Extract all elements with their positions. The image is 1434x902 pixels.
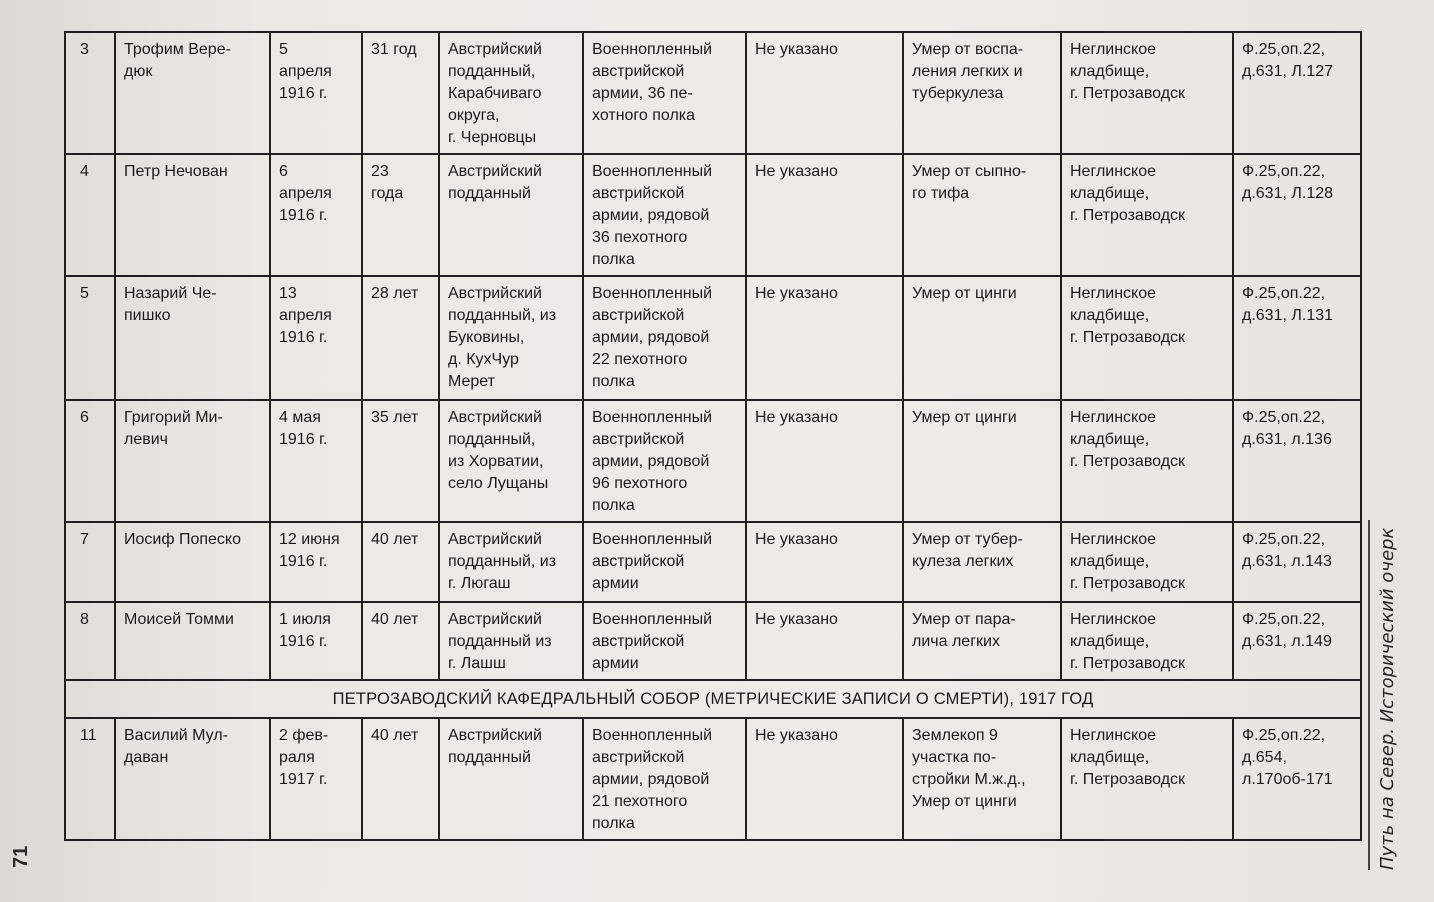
cell-age: 23 года [362, 154, 439, 276]
cell-status: Военнопленный австрийской армии, 36 пе- хотного полка [583, 32, 746, 154]
cell-archive-ref: Ф.25,оп.22, д.631, Л.131 [1233, 276, 1361, 400]
cell-burial-place: Неглинское кладбище, г. Петрозаводск [1061, 400, 1233, 522]
cell-name: Назарий Че- пишко [115, 276, 270, 400]
cell-age: 28 лет [362, 276, 439, 400]
cell-date: 12 июня 1916 г. [270, 522, 362, 602]
cell-age: 31 год [362, 32, 439, 154]
cell-date: 1 июля 1916 г. [270, 602, 362, 680]
cell-status: Военнопленный австрийской армии [583, 522, 746, 602]
cell-number: 3 [65, 32, 115, 154]
cell-age: 40 лет [362, 602, 439, 680]
cell-number: 11 [65, 718, 115, 840]
cell-cause: Умер от пара- лича легких [903, 602, 1061, 680]
cell-cause: Умер от воспа- ления легких и туберкулеза [903, 32, 1061, 154]
cell-field-7: Не указано [746, 400, 903, 522]
cell-field-7: Не указано [746, 32, 903, 154]
cell-origin: Австрийский подданный, из г. Люгаш [439, 522, 583, 602]
cell-cause: Умер от сыпно- го тифа [903, 154, 1061, 276]
table-row [65, 522, 1361, 602]
running-head-rule [1368, 520, 1370, 870]
section-divider [65, 680, 1361, 718]
cell-status: Военнопленный австрийской армии, рядовой 22 пехотного полка [583, 276, 746, 400]
cell-name: Петр Нечован [115, 154, 270, 276]
cell-burial-place: Неглинское кладбище, г. Петрозаводск [1061, 602, 1233, 680]
cell-date: 2 фев- раля 1917 г. [270, 718, 362, 840]
cell-burial-place: Неглинское кладбище, г. Петрозаводск [1061, 718, 1233, 840]
cell-origin: Австрийский подданный [439, 718, 583, 840]
cell-status: Военнопленный австрийской армии, рядовой 36 пехотного полка [583, 154, 746, 276]
cell-status: Военнопленный австрийской армии, рядовой 96 пехотного полка [583, 400, 746, 522]
cell-number: 6 [65, 400, 115, 522]
cell-field-7: Не указано [746, 154, 903, 276]
cell-date: 5 апреля 1916 г. [270, 32, 362, 154]
cell-name: Иосиф Попеско [115, 522, 270, 602]
cell-origin: Австрийский подданный, Карабчиваго округа, г. Черновцы [439, 32, 583, 154]
cell-field-7: Не указано [746, 718, 903, 840]
cell-burial-place: Неглинское кладбище, г. Петрозаводск [1061, 276, 1233, 400]
cell-archive-ref: Ф.25,оп.22, д.654, л.170об-171 [1233, 718, 1361, 840]
cell-number: 7 [65, 522, 115, 602]
cell-status: Военнопленный австрийской армии [583, 602, 746, 680]
cell-origin: Австрийский подданный, из Буковины, д. КухЧур Мерет [439, 276, 583, 400]
cell-name: Трофим Вере- дюк [115, 32, 270, 154]
cell-origin: Австрийский подданный [439, 154, 583, 276]
cell-archive-ref: Ф.25,оп.22, д.631, Л.127 [1233, 32, 1361, 154]
cell-burial-place: Неглинское кладбище, г. Петрозаводск [1061, 522, 1233, 602]
cell-archive-ref: Ф.25,оп.22, д.631, Л.128 [1233, 154, 1361, 276]
cell-cause: Землекоп 9 участка по- стройки М.ж.д., Умер от цинги [903, 718, 1061, 840]
cell-name: Григорий Ми- левич [115, 400, 270, 522]
cell-origin: Австрийский подданный из г. Лашш [439, 602, 583, 680]
table-row [65, 276, 1361, 400]
cell-number: 4 [65, 154, 115, 276]
section-heading-row [65, 680, 1361, 718]
cell-name: Василий Мул- даван [115, 718, 270, 840]
cell-field-7: Не указано [746, 602, 903, 680]
records-after-section [65, 718, 1361, 840]
cell-archive-ref: Ф.25,оп.22, д.631, л.136 [1233, 400, 1361, 522]
cell-date: 13 апреля 1916 г. [270, 276, 362, 400]
table-row [65, 32, 1361, 154]
burial-records-table [64, 31, 1362, 841]
cell-field-7: Не указано [746, 522, 903, 602]
cell-date: 6 апреля 1916 г. [270, 154, 362, 276]
cell-cause: Умер от цинги [903, 276, 1061, 400]
cell-name: Моисей Томми [115, 602, 270, 680]
cell-number: 8 [65, 602, 115, 680]
cell-burial-place: Неглинское кладбище, г. Петрозаводск [1061, 32, 1233, 154]
cell-archive-ref: Ф.25,оп.22, д.631, л.149 [1233, 602, 1361, 680]
cell-age: 40 лет [362, 718, 439, 840]
cell-cause: Умер от тубер- кулеза легких [903, 522, 1061, 602]
cell-archive-ref: Ф.25,оп.22, д.631, л.143 [1233, 522, 1361, 602]
cell-origin: Австрийский подданный, из Хорватии, село Лущаны [439, 400, 583, 522]
table-row [65, 602, 1361, 680]
records-before-section [65, 32, 1361, 680]
cell-cause: Умер от цинги [903, 400, 1061, 522]
cell-burial-place: Неглинское кладбище, г. Петрозаводск [1061, 154, 1233, 276]
page-number: 71 [10, 845, 32, 868]
table-row [65, 718, 1361, 840]
cell-age: 40 лет [362, 522, 439, 602]
cell-status: Военнопленный австрийской армии, рядовой 21 пехотного полка [583, 718, 746, 840]
cell-field-7: Не указано [746, 276, 903, 400]
section-heading: ПЕТРОЗАВОДСКИЙ КАФЕДРАЛЬНЫЙ СОБОР (МЕТРИЧЕСКИЕ ЗАПИСИ О СМЕРТИ), 1917 ГОД [65, 680, 1361, 718]
running-head: Путь на Север. Исторический очерк [1377, 527, 1398, 870]
table-row [65, 154, 1361, 276]
cell-age: 35 лет [362, 400, 439, 522]
table-row [65, 400, 1361, 522]
cell-number: 5 [65, 276, 115, 400]
cell-date: 4 мая 1916 г. [270, 400, 362, 522]
